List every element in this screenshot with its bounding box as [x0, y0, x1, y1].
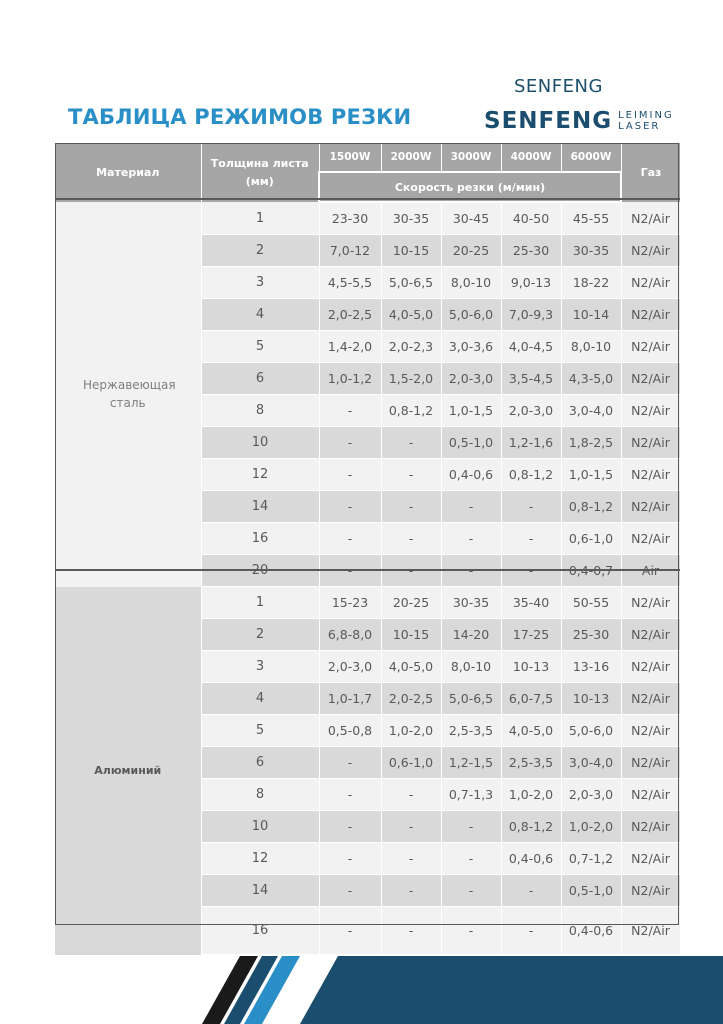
- gas-cell: N2/Air: [621, 811, 680, 843]
- thickness-cell: 1: [201, 587, 319, 619]
- speed-cell: 0,8-1,2: [381, 395, 441, 427]
- speed-cell: 0,7-1,2: [561, 843, 621, 875]
- gas-cell: N2/Air: [621, 875, 680, 907]
- speed-cell: -: [441, 843, 501, 875]
- speed-cell: 0,4-0,6: [441, 459, 501, 491]
- speed-cell: 0,5-1,0: [561, 875, 621, 907]
- header-material: Материал: [55, 143, 201, 202]
- senfeng-logo: [484, 104, 674, 138]
- speed-cell: 1,5-2,0: [381, 363, 441, 395]
- speed-cell: -: [319, 811, 381, 843]
- speed-cell: 0,8-1,2: [501, 811, 561, 843]
- thickness-cell: 6: [201, 363, 319, 395]
- table-body: [55, 202, 680, 955]
- speed-cell: -: [381, 459, 441, 491]
- gas-cell: N2/Air: [621, 395, 680, 427]
- thickness-cell: 16: [201, 907, 319, 955]
- speed-cell: -: [319, 491, 381, 523]
- speed-cell: 0,6-1,0: [381, 747, 441, 779]
- speed-cell: -: [381, 811, 441, 843]
- speed-cell: -: [501, 907, 561, 955]
- speed-cell: 3,0-4,0: [561, 747, 621, 779]
- speed-cell: -: [501, 491, 561, 523]
- gas-cell: N2/Air: [621, 715, 680, 747]
- speed-cell: 1,4-2,0: [319, 331, 381, 363]
- thickness-cell: 6: [201, 747, 319, 779]
- speed-cell: 40-50: [501, 202, 561, 235]
- speed-cell: 2,0-3,0: [441, 363, 501, 395]
- speed-cell: -: [319, 395, 381, 427]
- gas-cell: N2/Air: [621, 683, 680, 715]
- speed-cell: -: [319, 779, 381, 811]
- speed-cell: 18-22: [561, 267, 621, 299]
- speed-cell: 25-30: [501, 235, 561, 267]
- gas-cell: N2/Air: [621, 779, 680, 811]
- speed-cell: 14-20: [441, 619, 501, 651]
- cutting-modes-table: [55, 143, 681, 955]
- gas-cell: N2/Air: [621, 267, 680, 299]
- thickness-cell: 5: [201, 715, 319, 747]
- speed-cell: 1,8-2,5: [561, 427, 621, 459]
- header-gas: Газ: [621, 143, 680, 202]
- thickness-cell: 8: [201, 395, 319, 427]
- speed-cell: 23-30: [319, 202, 381, 235]
- gas-cell: N2/Air: [621, 299, 680, 331]
- speed-cell: 1,0-1,5: [561, 459, 621, 491]
- header-thickness: Толщина листа (мм): [201, 143, 319, 202]
- logo-sub-line-2: LASER: [618, 121, 661, 132]
- speed-cell: 0,7-1,3: [441, 779, 501, 811]
- speed-cell: -: [441, 907, 501, 955]
- speed-cell: 8,0-10: [441, 267, 501, 299]
- logo-sub-line-1: LEIMING: [618, 110, 674, 121]
- thickness-cell: 2: [201, 619, 319, 651]
- speed-cell: 0,8-1,2: [561, 491, 621, 523]
- gas-cell: N2/Air: [621, 619, 680, 651]
- speed-cell: 45-55: [561, 202, 621, 235]
- material-divider: [55, 569, 680, 571]
- speed-cell: 5,0-6,0: [441, 299, 501, 331]
- speed-cell: -: [319, 459, 381, 491]
- speed-cell: -: [381, 843, 441, 875]
- speed-cell: -: [381, 779, 441, 811]
- thickness-cell: 3: [201, 267, 319, 299]
- speed-cell: 2,0-3,0: [561, 779, 621, 811]
- thickness-cell: 12: [201, 459, 319, 491]
- speed-cell: 1,0-2,0: [561, 811, 621, 843]
- speed-cell: 0,6-1,0: [561, 523, 621, 555]
- gas-cell: N2/Air: [621, 651, 680, 683]
- gas-cell: N2/Air: [621, 747, 680, 779]
- speed-cell: 5,0-6,5: [441, 683, 501, 715]
- header-power-6000: 6000W: [561, 143, 621, 172]
- speed-cell: -: [319, 875, 381, 907]
- logo-main-text: SENFENG: [484, 108, 613, 134]
- logo-sub-text: [618, 110, 674, 132]
- speed-cell: 10-13: [501, 651, 561, 683]
- speed-cell: -: [319, 427, 381, 459]
- thickness-cell: 10: [201, 811, 319, 843]
- gas-cell: N2/Air: [621, 843, 680, 875]
- speed-cell: -: [441, 523, 501, 555]
- speed-cell: 25-30: [561, 619, 621, 651]
- speed-cell: 3,5-4,5: [501, 363, 561, 395]
- speed-cell: -: [381, 875, 441, 907]
- header-divider: [55, 198, 680, 200]
- speed-cell: 1,2-1,5: [441, 747, 501, 779]
- speed-cell: -: [319, 523, 381, 555]
- speed-cell: 10-14: [561, 299, 621, 331]
- speed-cell: 4,0-5,0: [381, 651, 441, 683]
- speed-cell: 2,0-3,0: [319, 651, 381, 683]
- speed-cell: 2,5-3,5: [501, 747, 561, 779]
- speed-cell: -: [381, 491, 441, 523]
- speed-cell: -: [501, 875, 561, 907]
- speed-cell: 4,0-5,0: [501, 715, 561, 747]
- speed-cell: 4,0-4,5: [501, 331, 561, 363]
- header-power-4000: 4000W: [501, 143, 561, 172]
- speed-cell: 0,8-1,2: [501, 459, 561, 491]
- gas-cell: N2/Air: [621, 235, 680, 267]
- speed-cell: -: [381, 427, 441, 459]
- page-title: ТАБЛИЦА РЕЖИМОВ РЕЗКИ: [68, 105, 412, 129]
- gas-cell: N2/Air: [621, 427, 680, 459]
- speed-cell: 30-35: [381, 202, 441, 235]
- speed-cell: 7,0-9,3: [501, 299, 561, 331]
- speed-cell: 30-35: [561, 235, 621, 267]
- speed-cell: 8,0-10: [441, 651, 501, 683]
- thickness-cell: 2: [201, 235, 319, 267]
- header-power-2000: 2000W: [381, 143, 441, 172]
- speed-cell: -: [441, 875, 501, 907]
- speed-cell: -: [381, 907, 441, 955]
- speed-cell: -: [441, 811, 501, 843]
- speed-cell: 9,0-13: [501, 267, 561, 299]
- footer-stripes-graphic: [0, 940, 723, 1024]
- speed-cell: 2,5-3,5: [441, 715, 501, 747]
- speed-cell: 30-45: [441, 202, 501, 235]
- thickness-cell: 1: [201, 202, 319, 235]
- speed-cell: 10-15: [381, 619, 441, 651]
- thickness-cell: 10: [201, 427, 319, 459]
- speed-cell: 50-55: [561, 587, 621, 619]
- gas-cell: N2/Air: [621, 363, 680, 395]
- speed-cell: 4,0-5,0: [381, 299, 441, 331]
- table-row: [55, 587, 680, 619]
- speed-cell: 1,2-1,6: [501, 427, 561, 459]
- speed-cell: 0,4-0,6: [501, 843, 561, 875]
- thickness-cell: 14: [201, 491, 319, 523]
- material-cell: Нержавеющая сталь: [55, 202, 201, 587]
- speed-cell: 15-23: [319, 587, 381, 619]
- speed-cell: 3,0-3,6: [441, 331, 501, 363]
- material-cell: Алюминий: [55, 587, 201, 955]
- speed-cell: 2,0-2,3: [381, 331, 441, 363]
- brand-small-text: SENFENG: [514, 76, 603, 97]
- speed-cell: 4,3-5,0: [561, 363, 621, 395]
- gas-cell: N2/Air: [621, 331, 680, 363]
- thickness-cell: 5: [201, 331, 319, 363]
- speed-cell: 1,0-1,5: [441, 395, 501, 427]
- speed-cell: 0,5-1,0: [441, 427, 501, 459]
- thickness-cell: 4: [201, 683, 319, 715]
- speed-cell: 0,5-0,8: [319, 715, 381, 747]
- speed-cell: -: [319, 747, 381, 779]
- gas-cell: N2/Air: [621, 459, 680, 491]
- gas-cell: N2/Air: [621, 587, 680, 619]
- gas-cell: N2/Air: [621, 202, 680, 235]
- speed-cell: 5,0-6,5: [381, 267, 441, 299]
- speed-cell: 7,0-12: [319, 235, 381, 267]
- gas-cell: N2/Air: [621, 523, 680, 555]
- header-power-3000: 3000W: [441, 143, 501, 172]
- speed-cell: 1,0-2,0: [501, 779, 561, 811]
- speed-cell: 0,4-0,6: [561, 907, 621, 955]
- speed-cell: 3,0-4,0: [561, 395, 621, 427]
- speed-cell: 2,0-2,5: [381, 683, 441, 715]
- speed-cell: 8,0-10: [561, 331, 621, 363]
- speed-cell: 10-15: [381, 235, 441, 267]
- speed-cell: 2,0-3,0: [501, 395, 561, 427]
- speed-cell: 35-40: [501, 587, 561, 619]
- speed-cell: 1,0-2,0: [381, 715, 441, 747]
- speed-cell: -: [319, 907, 381, 955]
- speed-cell: 6,0-7,5: [501, 683, 561, 715]
- speed-cell: 20-25: [381, 587, 441, 619]
- gas-cell: N2/Air: [621, 907, 680, 955]
- thickness-cell: 8: [201, 779, 319, 811]
- speed-cell: -: [501, 523, 561, 555]
- header-cutting-speed: Скорость резки (м/мин): [319, 172, 621, 202]
- speed-cell: 6,8-8,0: [319, 619, 381, 651]
- speed-cell: 13-16: [561, 651, 621, 683]
- speed-cell: 2,0-2,5: [319, 299, 381, 331]
- thickness-cell: 16: [201, 523, 319, 555]
- speed-cell: 30-35: [441, 587, 501, 619]
- speed-cell: -: [319, 843, 381, 875]
- speed-cell: 17-25: [501, 619, 561, 651]
- thickness-cell: 14: [201, 875, 319, 907]
- thickness-cell: 4: [201, 299, 319, 331]
- speed-cell: 5,0-6,0: [561, 715, 621, 747]
- speed-cell: 1,0-1,7: [319, 683, 381, 715]
- gas-cell: N2/Air: [621, 491, 680, 523]
- thickness-cell: 12: [201, 843, 319, 875]
- speed-cell: 4,5-5,5: [319, 267, 381, 299]
- header-power-1500: 1500W: [319, 143, 381, 172]
- speed-cell: 1,0-1,2: [319, 363, 381, 395]
- speed-cell: -: [441, 491, 501, 523]
- table-row: [55, 202, 680, 235]
- thickness-cell: 3: [201, 651, 319, 683]
- speed-cell: 10-13: [561, 683, 621, 715]
- speed-cell: 20-25: [441, 235, 501, 267]
- speed-cell: -: [381, 523, 441, 555]
